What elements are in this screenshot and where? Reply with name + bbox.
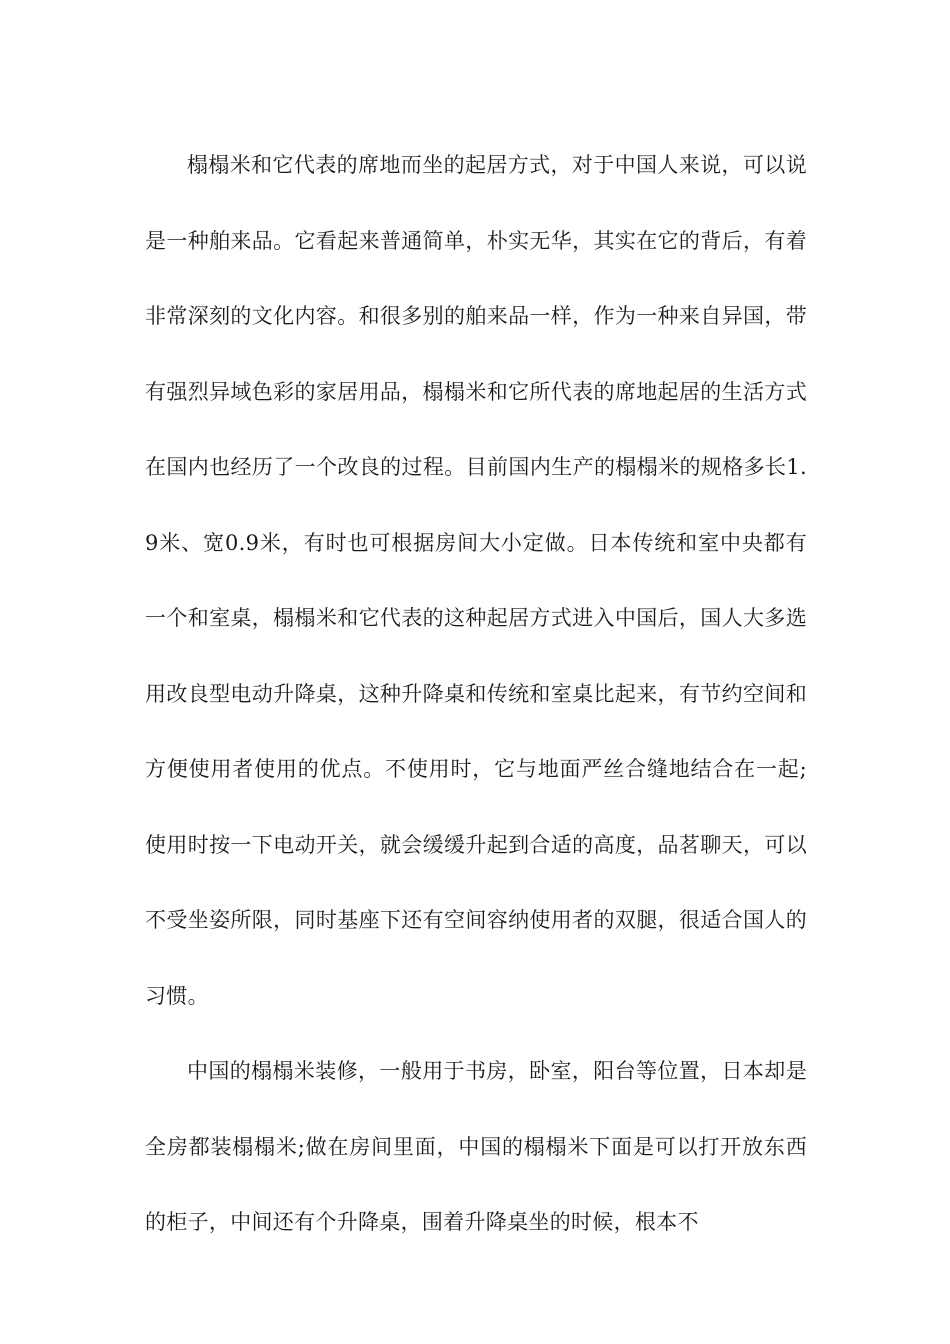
paragraph-tatami-china-vs-japan: 中国的榻榻米装修，一般用于书房，卧室，阳台等位置，日本却是全房都装榻榻米;做在房间里面，中国的榻榻米下面是可以打开放东西的柜子，中间还有个升降桌，围着升降桌坐的时候，根本不	[145, 1059, 807, 1234]
body-text	[145, 128, 807, 1261]
paragraph-tatami-origin: 榻榻米和它代表的席地而坐的起居方式，对于中国人来说，可以说是一种舶来品。它看起来普通简单，朴实无华，其实在它的背后，有着非常深刻的文化内容。和很多别的舶来品一样，作为一种来自异国，带有强烈异域色彩的家居用品，榻榻米和它所代表的席地起居的生活方式在国内也经历了一个改良的过程。目前国内生产的榻榻米的规格多长1.9米、宽0.9米，有时也可根据房间大小定做。日本传统和室中央都有一个和室桌，榻榻米和它代表的这种起居方式进入中国后，国人大多选用改良型电动升降桌，这种升降桌和传统和室桌比起来，有节约空间和方便使用者使用的优点。不使用时，它与地面严丝合缝地结合在一起;使用时按一下电动开关，就会缓缓升起到合适的高度，品茗聊天，可以不受坐姿所限，同时基座下还有空间容纳使用者的双腿，很适合国人的习惯。	[145, 153, 807, 1008]
